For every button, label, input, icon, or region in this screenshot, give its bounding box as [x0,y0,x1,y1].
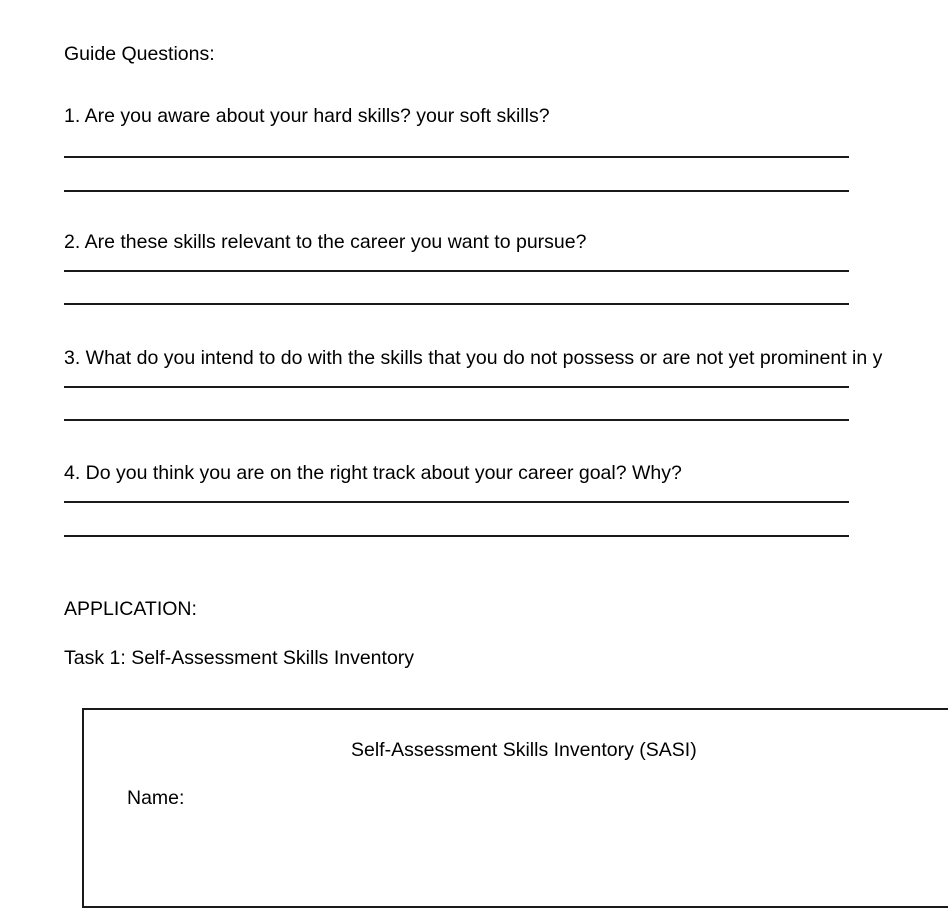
answer-line-1a[interactable] [64,156,849,158]
answer-line-3b[interactable] [64,419,849,421]
answer-line-4b[interactable] [64,535,849,537]
question-2: 2. Are these skills relevant to the career you want to pursue? [64,231,587,253]
question-1: 1. Are you aware about your hard skills? your soft skills? [64,105,550,127]
question-3: 3. What do you intend to do with the skills that you do not possess or are not yet prominent in y [64,347,883,369]
guide-questions-heading: Guide Questions: [64,43,215,65]
answer-line-3a[interactable] [64,386,849,388]
sasi-form-title: Self-Assessment Skills Inventory (SASI) [351,739,697,761]
application-heading: APPLICATION: [64,598,197,620]
name-field-label: Name: [127,787,185,809]
question-4: 4. Do you think you are on the right track about your career goal? Why? [64,462,682,484]
answer-line-2b[interactable] [64,303,849,305]
answer-line-2a[interactable] [64,270,849,272]
answer-line-1b[interactable] [64,190,849,192]
task-title: Task 1: Self-Assessment Skills Inventory [64,647,415,669]
answer-line-4a[interactable] [64,501,849,503]
